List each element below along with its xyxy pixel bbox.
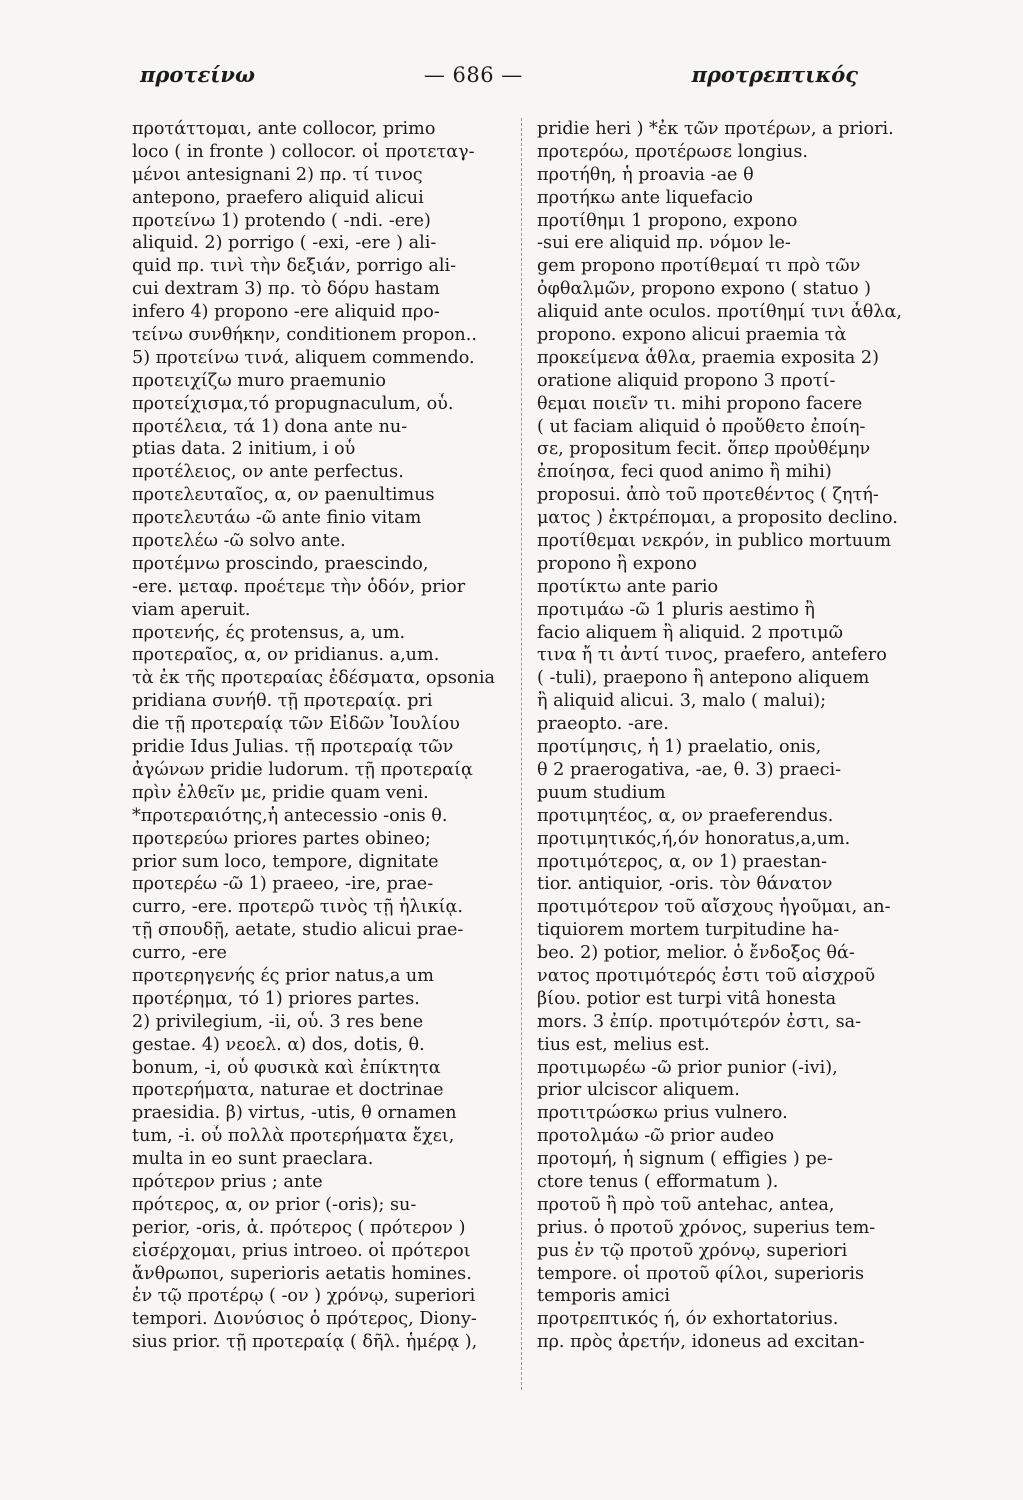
text-line: προτολμάω -ῶ prior audeo bbox=[537, 1126, 775, 1147]
text-line: ἄνθρωποι, superioris aetatis homines. bbox=[132, 1263, 472, 1284]
text-line: puum studium bbox=[537, 782, 666, 803]
text-line: curro, -ere bbox=[132, 943, 227, 964]
text-line: μένοι antesignani 2) πρ. τί τινος bbox=[132, 164, 423, 185]
text-line: proposui. ἀπὸ τοῦ προτεθέντος ( ζητή- bbox=[537, 485, 879, 506]
text-line: προτερέω -ῶ 1) praeeo, -ire, prae- bbox=[132, 874, 434, 895]
text-line: πρὶν ἐλθεῖν με, pridie quam veni. bbox=[132, 782, 429, 803]
text-line: προκείμενα ἆθλα, praemia exposita 2) bbox=[537, 347, 879, 368]
text-line: 2) privilegium, -ii, οὗ. 3 res bene bbox=[132, 1011, 424, 1032]
text-line: tiquiorem mortem turpitudine ha- bbox=[537, 920, 840, 941]
text-line: perior, -oris, ἀ. πρότερος ( πρότερον ) bbox=[132, 1217, 466, 1238]
text-line: ἢ aliquid alicui. 3, malo ( malui); bbox=[537, 691, 827, 712]
text-line: gestae. 4) νεοελ. α) dos, dotis, θ. bbox=[132, 1034, 425, 1055]
text-line: προτιτρώσκω prius vulnero. bbox=[537, 1103, 788, 1124]
text-line: προτερήματα, naturae et doctrinae bbox=[132, 1080, 444, 1101]
text-line: προτελευτάω -ῶ ante finio vitam bbox=[132, 508, 422, 529]
right-column bbox=[537, 118, 915, 1354]
text-line: προτάττομαι, ante collocor, primo bbox=[132, 119, 436, 139]
text-line: praeopto. -are. bbox=[537, 714, 669, 735]
text-line: propono. expono alicui praemia τὰ bbox=[537, 325, 847, 346]
text-line: infero 4) propono -ere aliquid προ- bbox=[132, 302, 440, 323]
text-line: ( ut faciam aliquid ὁ προὔθετο ἐποίη- bbox=[537, 416, 866, 437]
text-line: -ere. μεταφ. προέτεμε τὴν ὁδόν, prior bbox=[132, 576, 466, 597]
text-line: cui dextram 3) πρ. τὸ δόρυ hastam bbox=[132, 279, 440, 300]
text-line: bonum, -i, οὗ φυσικὰ καὶ ἐπίκτητα bbox=[132, 1057, 441, 1078]
right-running-headword: προτρεπτικός bbox=[691, 62, 858, 87]
text-line: ptias data. 2 initium, i οὗ bbox=[132, 439, 356, 460]
text-line: aliquid ante oculos. προτίθημί τινι ἆθλα, bbox=[537, 302, 903, 323]
text-line: τὰ ἐκ τῆς προτεραίας ἐδέσματα, opsonia bbox=[132, 668, 495, 689]
text-line: εἰσέρχομαι, prius introeo. οἱ πρότεροι bbox=[132, 1240, 471, 1261]
text-line: προτενής, ές protensus, a, um. bbox=[132, 622, 406, 643]
text-line: multa in eo sunt praeclara. bbox=[132, 1149, 374, 1170]
text-line: temporis amici bbox=[537, 1286, 670, 1307]
text-line: die τῇ προτεραίᾳ τῶν Εἰδῶν Ἰουλίου bbox=[132, 714, 460, 735]
text-line: προτήθη, ἡ proavia -ae θ bbox=[537, 164, 754, 185]
page-number: — 686 — bbox=[423, 63, 523, 87]
text-line: προτήκω ante liquefacio bbox=[537, 187, 753, 208]
text-line: προτερόω, προτέρωσε longius. bbox=[537, 141, 808, 162]
text-line: προτιμότερον τοῦ αἴσχους ἡγοῦμαι, an- bbox=[537, 897, 891, 918]
text-line: βίου. potior est turpi vitâ honesta bbox=[537, 988, 837, 1009]
text-line: beo. 2) potior, melior. ὁ ἔνδοξος θά- bbox=[537, 943, 855, 964]
text-line: πρότερον prius ; ante bbox=[132, 1171, 323, 1192]
text-line: loco ( in fronte ) collocor. οἱ προτεταγ- bbox=[132, 141, 475, 162]
text-line: προτελευταῖος, α, ον paenultimus bbox=[132, 485, 435, 506]
text-line: πρότερος, α, ον prior (-oris); su- bbox=[132, 1194, 417, 1215]
text-line: προτίθημι 1 propono, expono bbox=[537, 210, 798, 231]
text-line: νατος προτιμότερός ἐστι τοῦ αἰσχροῦ bbox=[537, 965, 876, 986]
text-line: προτίμησις, ἡ 1) praelatio, onis, bbox=[537, 737, 822, 758]
text-line: aliquid. 2) porrigo ( -exi, -ere ) ali- bbox=[132, 233, 437, 254]
text-line: ματος ) ἐκτρέπομαι, a proposito declino. bbox=[537, 508, 898, 529]
text-line: προτιμητέος, α, ον praeferendus. bbox=[537, 805, 834, 826]
text-line: προτρεπτικός ή, όν exhortatorius. bbox=[537, 1309, 839, 1330]
text-line: antepono, praefero aliquid alicui bbox=[132, 187, 424, 208]
text-line: viam aperuit. bbox=[132, 599, 251, 620]
text-line: pridie Idus Julias. τῇ προτεραίᾳ τῶν bbox=[132, 737, 454, 758]
text-line: oratione aliquid propono 3 προτί- bbox=[537, 370, 836, 391]
text-line: praesidia. β) virtus, -utis, θ ornamen bbox=[132, 1103, 457, 1124]
text-line: mors. 3 ἐπίρ. προτιμότερόν ἐστι, sa- bbox=[537, 1011, 862, 1032]
text-line: prior sum loco, tempore, dignitate bbox=[132, 851, 439, 872]
text-line: ὀφθαλμῶν, propono expono ( statuo ) bbox=[537, 279, 872, 300]
column-divider bbox=[521, 118, 522, 1390]
text-line: propono ἢ expono bbox=[537, 553, 697, 574]
text-line: ἐποίησα, feci quod animo ἢ mihi) bbox=[537, 462, 832, 483]
text-line: προτέμνω proscindo, praescindo, bbox=[132, 553, 429, 574]
page-header bbox=[140, 62, 858, 102]
text-line: tempore. οἱ προτοῦ φίλοι, superioris bbox=[537, 1263, 864, 1284]
text-line: pridiana συνήθ. τῇ προτεραίᾳ. pri bbox=[132, 691, 433, 712]
text-line: ( -tuli), praepono ἢ antepono aliquem bbox=[537, 668, 870, 689]
text-line: προτειχίζω muro praemunio bbox=[132, 370, 387, 391]
text-line: 5) προτείνω τινά, aliquem commendo. bbox=[132, 347, 475, 368]
text-line: curro, -ere. προτερῶ τινὸς τῇ ἡλικίᾳ. bbox=[132, 897, 463, 918]
text-line: *προτεραιότης,ἡ antecessio -onis θ. bbox=[132, 805, 448, 826]
text-line: tempori. Διονύσιος ὁ πρότερος, Diony- bbox=[132, 1309, 477, 1330]
text-line: prior ulciscor aliquem. bbox=[537, 1080, 740, 1101]
text-line: τῇ σπουδῇ, aetate, studio alicui prae- bbox=[132, 920, 464, 941]
left-column bbox=[132, 118, 512, 1354]
text-line: προτιμητικός,ή,όν honoratus,a,um. bbox=[537, 828, 851, 849]
left-running-headword: προτείνω bbox=[140, 62, 255, 87]
text-line: πρ. πρὸς ἀρετήν, idoneus ad excitan- bbox=[537, 1332, 865, 1353]
text-line: προτείχισμα,τό propugnaculum, οὗ. bbox=[132, 393, 454, 414]
text-line: ἐν τῷ προτέρῳ ( -ον ) χρόνῳ, superiori bbox=[132, 1286, 476, 1307]
text-line: προτέλειος, ον ante perfectus. bbox=[132, 462, 404, 483]
text-line: θ 2 praerogativa, -ae, θ. 3) praeci- bbox=[537, 759, 842, 780]
text-line: prius. ὁ προτοῦ χρόνος, superius tem- bbox=[537, 1217, 876, 1238]
text-line: προτοῦ ἢ πρὸ τοῦ antehac, antea, bbox=[537, 1194, 835, 1215]
text-line: pridie heri ) *ἐκ τῶν προτέρων, a priori. bbox=[537, 119, 894, 139]
text-line: προτίθεμαι νεκρόν, in publico mortuum bbox=[537, 531, 892, 552]
text-line: προτελέω -ῶ solvo ante. bbox=[132, 531, 346, 552]
text-line: προτερηγενής ές prior natus,a um bbox=[132, 965, 434, 986]
text-line: προτεραῖος, α, ον pridianus. a,um. bbox=[132, 645, 440, 666]
text-line: tior. antiquior, -oris. τὸν θάνατον bbox=[537, 874, 833, 895]
text-line: προτιμότερος, α, ον 1) praestan- bbox=[537, 851, 828, 872]
text-line: προτερεύω priores partes obineo; bbox=[132, 828, 431, 849]
text-line: ctore tenus ( efformatum ). bbox=[537, 1171, 779, 1192]
text-line: προτίκτω ante pario bbox=[537, 576, 719, 597]
text-line: gem propono προτίθεμαί τι πρὸ τῶν bbox=[537, 256, 861, 277]
text-line: τείνω συνθήκην, conditionem propon.. bbox=[132, 325, 477, 346]
text-line: tum, -i. οὗ πολλὰ προτερήματα ἔχει, bbox=[132, 1126, 455, 1147]
text-line: προτέλεια, τά 1) dona ante nu- bbox=[132, 416, 408, 437]
text-line: προτιμωρέω -ῶ prior punior (-ivi), bbox=[537, 1057, 838, 1078]
text-line: sius prior. τῇ προτεραίᾳ ( δῆλ. ἡμέρᾳ ), bbox=[132, 1332, 478, 1353]
text-line: facio aliquem ἢ aliquid. 2 προτιμῶ bbox=[537, 622, 843, 643]
text-line: -sui ere aliquid πρ. νόμον le- bbox=[537, 233, 791, 254]
text-line: προτέρημα, τό 1) priores partes. bbox=[132, 988, 420, 1009]
text-line: ἀγώνων pridie ludorum. τῇ προτεραίᾳ bbox=[132, 759, 473, 780]
text-line: quid πρ. τινὶ τὴν δεξιάν, porrigo ali- bbox=[132, 256, 457, 277]
text-line: τινα ἤ τι ἀντί τινος, praefero, antefero bbox=[537, 645, 887, 666]
text-line: προτομή, ἡ signum ( effigies ) pe- bbox=[537, 1149, 833, 1170]
text-line: σε, propositum fecit. ὅπερ προὐθέμην bbox=[537, 439, 871, 460]
text-line: προτείνω 1) protendo ( -ndi. -ere) bbox=[132, 210, 431, 231]
text-line: προτιμάω -ῶ 1 pluris aestimo ἢ bbox=[537, 599, 815, 620]
text-line: pus ἐν τῷ προτοῦ χρόνῳ, superiori bbox=[537, 1240, 848, 1261]
text-line: tius est, melius est. bbox=[537, 1034, 710, 1055]
text-line: θεμαι ποιεῖν τι. mihi propono facere bbox=[537, 393, 863, 414]
